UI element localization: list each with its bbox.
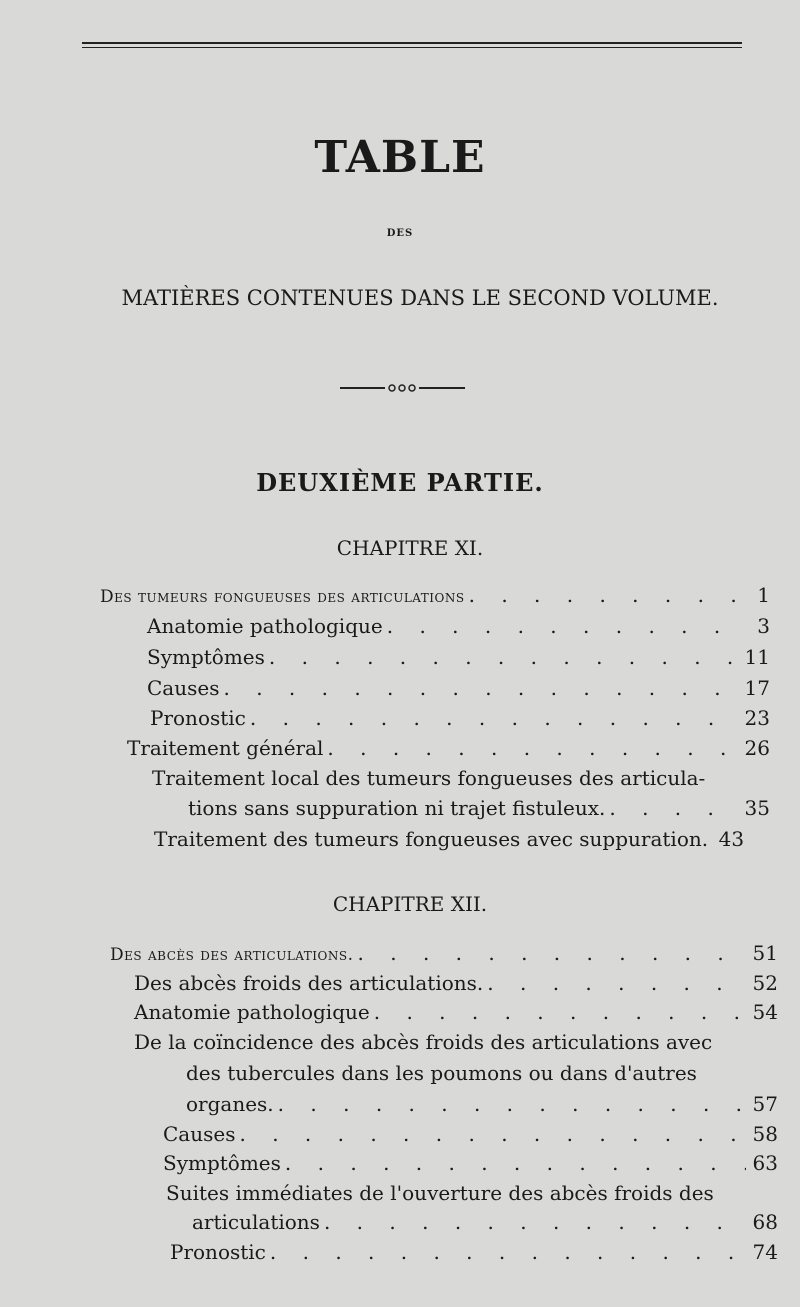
toc-entry[interactable]: tions sans suppuration ni trajet fistuleux. . . . 35 bbox=[188, 796, 770, 826]
toc-entry-continued[interactable]: De la coïncidence des abcès froids des articulations avec bbox=[134, 1030, 713, 1054]
toc-entry-continued[interactable]: des tubercules dans les poumons ou dans d'autres bbox=[186, 1061, 697, 1085]
part-heading: DEUXIÈME PARTIE. bbox=[256, 468, 544, 497]
toc-entry[interactable]: articulations . . . 68 bbox=[192, 1210, 778, 1240]
chapter-heading: CHAPITRE XI. bbox=[336, 536, 484, 560]
toc-entry[interactable]: Anatomie pathologique . . . 3 bbox=[147, 614, 770, 644]
ornament-divider bbox=[340, 384, 465, 392]
toc-entry[interactable]: Traitement général . . . 26 bbox=[127, 736, 770, 766]
top-rule-thin bbox=[82, 47, 742, 48]
toc-entry[interactable]: Causes . . . 58 bbox=[163, 1122, 778, 1152]
page-subtitle: MATIÈRES CONTENUES DANS LE SECOND VOLUME. bbox=[121, 286, 719, 310]
toc-entry[interactable]: Traitement des tumeurs fongueuses avec suppuration. 43 bbox=[154, 827, 745, 851]
toc-entry[interactable]: Symptômes . . . 11 bbox=[147, 645, 770, 675]
page-title: TABLE bbox=[314, 132, 486, 183]
toc-entry-continued[interactable]: Traitement local des tumeurs fongueuses des articula- bbox=[152, 766, 706, 790]
toc-entry[interactable]: organes. . . . 57 bbox=[186, 1092, 778, 1122]
title-des: DES bbox=[386, 228, 414, 239]
toc-entry[interactable]: Pronostic . . . 23 bbox=[150, 706, 770, 736]
toc-entry[interactable]: Symptômes . . . 63 bbox=[163, 1151, 778, 1181]
toc-entry[interactable]: Causes . . . 17 bbox=[147, 676, 770, 706]
toc-entry[interactable]: Des abcès froids des articulations. . . . 52 bbox=[134, 971, 778, 1001]
toc-entry[interactable]: Des tumeurs fongueuses des articulations . . . 1 bbox=[100, 583, 770, 613]
toc-entry-continued[interactable]: Suites immédiates de l'ouverture des abcès froids des bbox=[166, 1181, 714, 1205]
toc-entry[interactable]: Des abcès des articulations. . . . 51 bbox=[110, 941, 778, 971]
toc-entry[interactable]: Anatomie pathologique . . . 54 bbox=[134, 1000, 778, 1030]
chapter-heading: CHAPITRE XII. bbox=[332, 892, 488, 916]
toc-entry[interactable]: Pronostic . . . 74 bbox=[170, 1240, 778, 1270]
top-rule bbox=[82, 42, 742, 44]
